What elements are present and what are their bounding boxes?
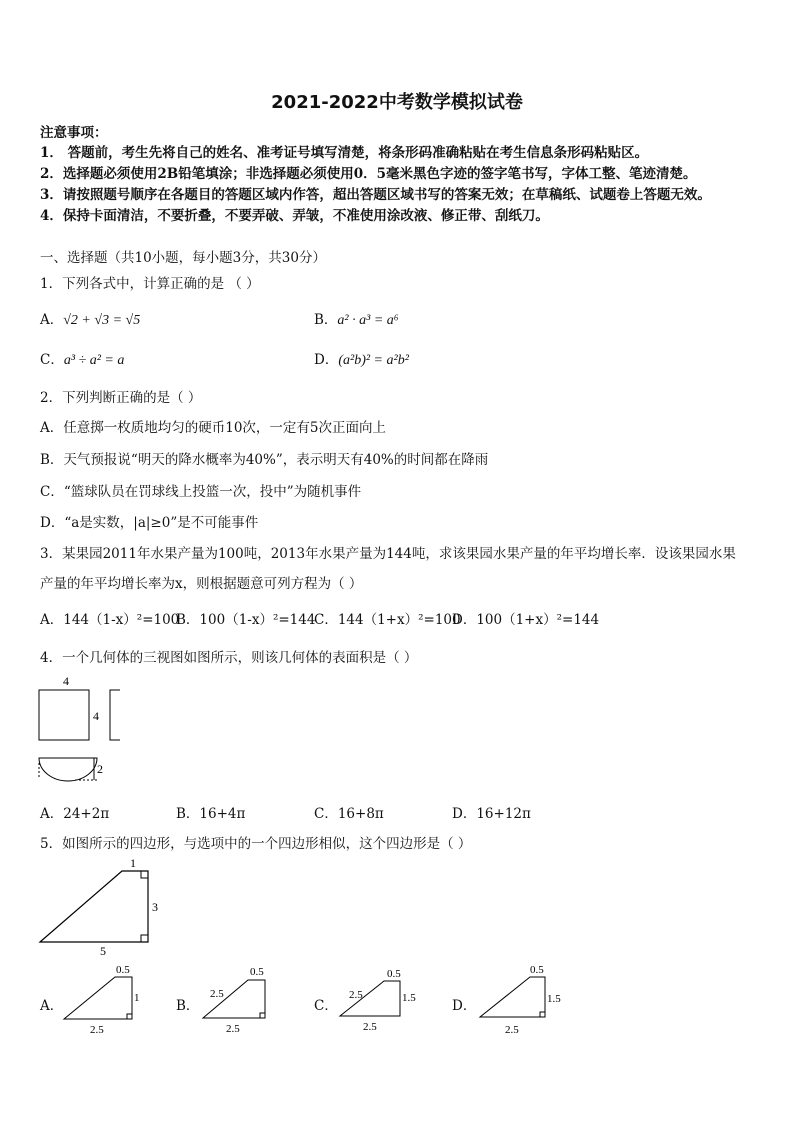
label-bottom: 2.5 <box>363 1021 377 1033</box>
q2-option: B．天气预报说“明天的降水概率为40%”，表示明天有40%的时间都在降雨 <box>40 452 489 468</box>
question-5-stem: 5．如图所示的四边形，与选项中的一个四边形相似，这个四边形是（ ） <box>40 836 472 852</box>
main-label-top: 1 <box>130 856 136 870</box>
q1-option-d <box>314 348 409 369</box>
main-label-right: 3 <box>152 900 158 914</box>
notice-item: 3．请按照题号顺序在各题目的答题区域内作答，超出答题区域书写的答案无效；在草稿纸、试题卷上答题无效。 <box>40 187 711 203</box>
label-right: 1 <box>134 992 140 1004</box>
q2-option: A．任意掷一枚质地均匀的硬币10次，一定有5次正面向上 <box>40 420 387 436</box>
q5-option-c-figure <box>335 960 425 1035</box>
option-label: A． <box>40 312 64 328</box>
q4-option: D．16+12π <box>452 806 531 822</box>
notice-item: 2．选择题必须使用2B铅笔填涂；非选择题必须使用0．5毫米黑色字迹的签字笔书写，字体工整、笔迹清楚。 <box>40 166 697 182</box>
question-3-stem: 3．某果园2011年水果产量为100吨，2013年水果产量为144吨，求该果园水果产量的年平均增长率．设该果园水果 <box>40 546 736 562</box>
right-angle-mark <box>540 1012 545 1017</box>
label-left: 2.5 <box>210 988 224 1000</box>
q5-option-d-label: D． <box>452 998 477 1014</box>
q5-option-a-figure <box>60 960 140 1035</box>
question-1-stem: 1．下列各式中，计算正确的是 （ ） <box>40 276 260 292</box>
main-label-bottom: 5 <box>100 944 106 958</box>
option-label: C． <box>40 352 64 368</box>
q2-option: C．“篮球队员在罚球线上投篮一次，投中”为随机事件 <box>40 484 362 500</box>
option-label: B． <box>314 312 338 328</box>
option-expression: √2 + √3 = √5 <box>63 313 141 328</box>
question-2-stem: 2．下列判断正确的是（ ） <box>40 390 202 406</box>
trapezoid-shape <box>480 977 545 1017</box>
top-view-semicircle <box>39 758 97 781</box>
q4-option: B．16+4π <box>176 806 246 822</box>
q4-label-height: 4 <box>93 709 99 723</box>
label-right: 1.5 <box>547 993 561 1005</box>
notice-item: 4．保持卡面清洁，不要折叠，不要弄破、弄皱，不准使用涂改液、修正带、刮纸刀。 <box>40 208 549 224</box>
q4-three-views-figure <box>30 670 120 795</box>
q4-label-width: 4 <box>63 674 69 688</box>
option-expression: a³ ÷ a² = a <box>63 353 125 368</box>
q3-option: B．100（1-x）²=144 <box>176 612 316 628</box>
trapezoid-shape <box>64 977 132 1019</box>
question-4-stem: 4．一个几何体的三视图如图所示，则该几何体的表面积是（ ） <box>40 650 418 666</box>
q5-option-a-label: A． <box>40 998 64 1014</box>
q1-option-b <box>314 308 399 329</box>
right-angle-mark <box>127 1014 132 1019</box>
q1-option-c <box>40 348 124 369</box>
q4-option: A．24+2π <box>40 806 110 822</box>
notice-item: 1． 答题前，考生先将自己的姓名、准考证号填写清楚，将条形码准确粘贴在考生信息条形码粘贴区。 <box>40 145 649 161</box>
label-right: 1.5 <box>402 992 416 1004</box>
q3-option: A．144（1-x）²=100 <box>40 612 180 628</box>
option-label: D． <box>314 352 339 368</box>
label-top: 0.5 <box>116 964 130 976</box>
label-bottom: 2.5 <box>90 1024 104 1035</box>
q5-option-b-figure <box>200 960 275 1035</box>
q4-option: C．16+8π <box>314 806 384 822</box>
q5-option-c-label: C． <box>314 998 338 1014</box>
trapezoid-shape <box>40 871 148 942</box>
label-bottom: 2.5 <box>505 1024 519 1035</box>
q3-option: D．100（1+x）²=144 <box>452 612 600 628</box>
q5-option-b-label: B． <box>176 998 200 1014</box>
right-angle-mark <box>141 871 148 878</box>
right-angle-mark <box>141 935 148 942</box>
option-expression: a² · a³ = a⁶ <box>337 313 399 328</box>
q5-main-quadrilateral <box>30 855 160 960</box>
section-heading: 一、选择题（共10小题，每小题3分，共30分） <box>40 250 326 266</box>
label-left: 2.5 <box>349 989 363 1001</box>
question-3-stem: 产量的年平均增长率为x，则根据题意可列方程为（ ） <box>40 576 363 592</box>
q2-option: D．“a是实数，|a|≥0”是不可能事件 <box>40 515 259 531</box>
front-view-square <box>39 690 89 740</box>
q4-label-radius: 2 <box>97 762 103 776</box>
label-top: 0.5 <box>387 968 401 980</box>
label-top: 0.5 <box>250 966 264 978</box>
label-bottom: 2.5 <box>226 1023 240 1035</box>
q3-option: C．144（1+x）²=100 <box>314 612 461 628</box>
right-angle-mark <box>260 1013 265 1018</box>
label-top: 0.5 <box>530 964 544 976</box>
side-view-rect <box>110 690 120 740</box>
page-title: 2021-2022中考数学模拟试卷 <box>271 92 523 113</box>
notice-heading: 注意事项： <box>40 125 108 141</box>
q1-option-a <box>40 308 140 329</box>
option-expression: (a²b)² = a²b² <box>338 353 409 368</box>
q5-option-d-figure <box>475 960 570 1035</box>
